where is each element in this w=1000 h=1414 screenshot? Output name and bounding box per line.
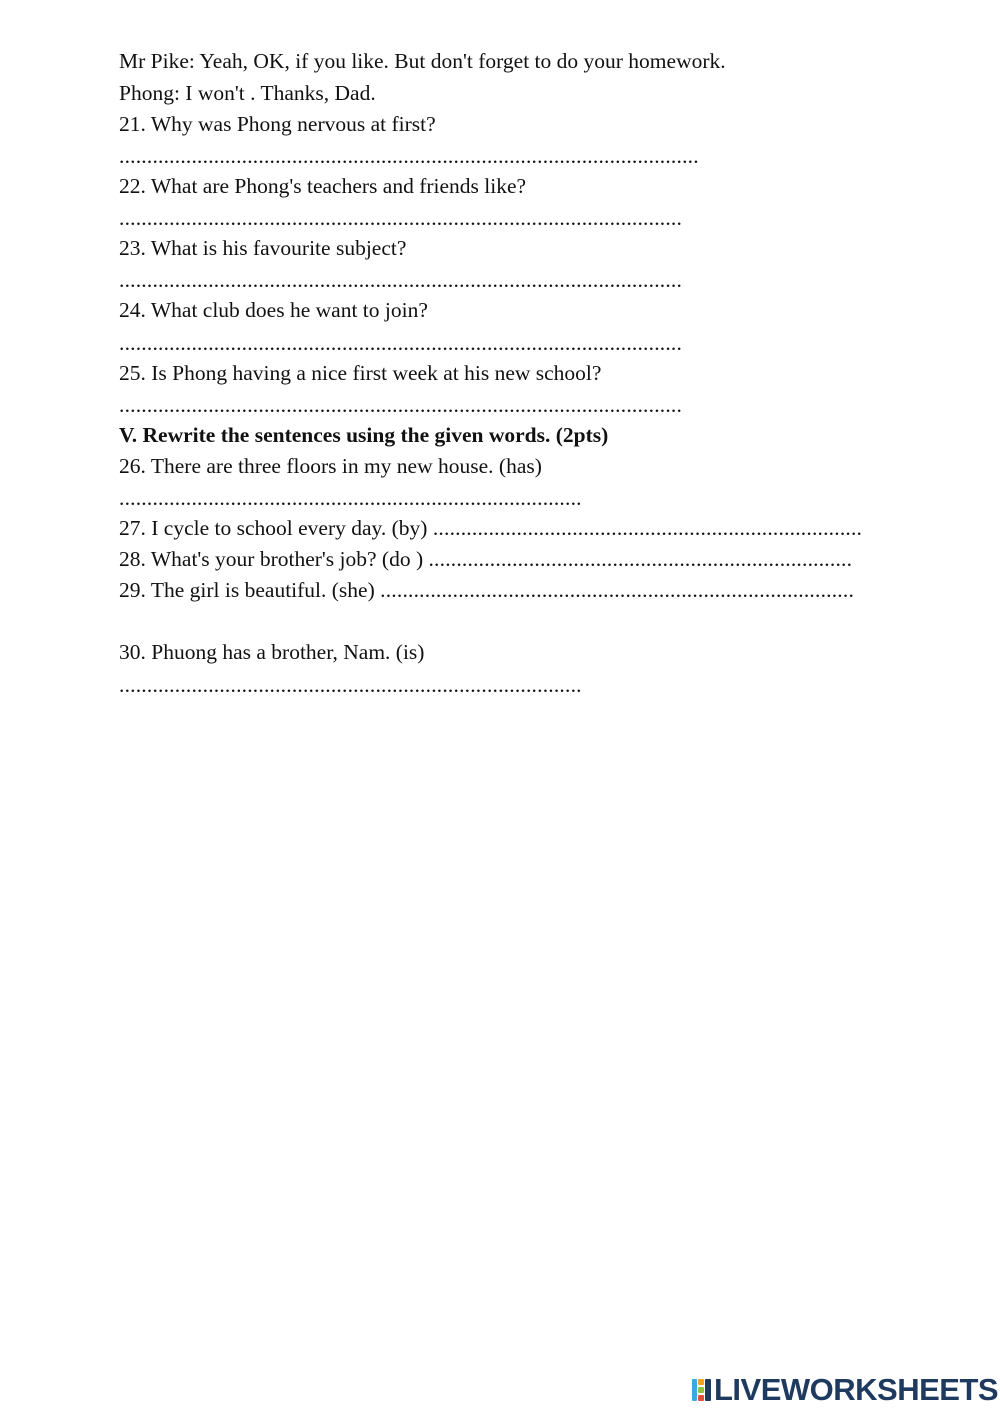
question-22: 22. What are Phong's teachers and friends like? — [119, 174, 527, 198]
answer-blank-29[interactable]: ..................................................................................... — [380, 578, 855, 602]
section-v-heading: V. Rewrite the sentences using the given words. (2pts) — [119, 423, 609, 447]
question-23: 23. What is his favourite subject? — [119, 236, 407, 260]
question-27-row — [119, 515, 862, 541]
question-21: 21. Why was Phong nervous at first? — [119, 112, 436, 136]
liveworksheets-logo-icon — [692, 1379, 711, 1401]
dialogue-line-phong: Phong: I won't . Thanks, Dad. — [119, 81, 376, 105]
answer-blank-27[interactable]: ............................................................................. — [432, 516, 863, 540]
question-30: 30. Phuong has a brother, Nam. (is) — [119, 640, 425, 664]
question-29: 29. The girl is beautiful. (she) — [119, 578, 375, 602]
answer-blank-30[interactable]: ................................................................................... — [119, 673, 582, 697]
liveworksheets-logo — [692, 1373, 998, 1407]
question-29-row — [119, 577, 854, 603]
answer-blank-23[interactable]: ..................................................................................................... — [119, 268, 683, 292]
answer-blank-26[interactable]: ................................................................................... — [119, 486, 582, 510]
question-28: 28. What's your brother's job? (do ) — [119, 547, 424, 571]
answer-blank-24[interactable]: ..................................................................................................... — [119, 331, 683, 355]
question-28-row — [119, 546, 852, 572]
answer-blank-22[interactable]: ..................................................................................................... — [119, 206, 683, 230]
question-26: 26. There are three floors in my new house. (has) — [119, 454, 542, 478]
answer-blank-21[interactable]: ........................................................................................................ — [119, 144, 699, 168]
question-25: 25. Is Phong having a nice first week at his new school? — [119, 361, 602, 385]
liveworksheets-wordmark: LIVEWORKSHEETS — [714, 1372, 999, 1407]
answer-blank-28[interactable]: ............................................................................ — [428, 547, 853, 571]
question-27: 27. I cycle to school every day. (by) — [119, 516, 428, 540]
dialogue-line-mr-pike: Mr Pike: Yeah, OK, if you like. But don't forget to do your homework. — [119, 49, 726, 73]
question-24: 24. What club does he want to join? — [119, 298, 428, 322]
answer-blank-25[interactable]: ..................................................................................................... — [119, 393, 683, 417]
